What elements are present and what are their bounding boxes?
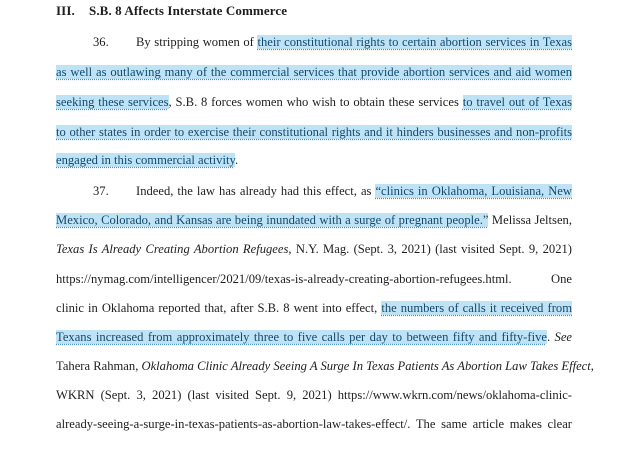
para-37-line-2: Mexico, Colorado, and Kansas are being inundated with a surge of pregnant people.” Melissa Jeltsen, xyxy=(56,213,572,227)
highlight: “clinics in Oklahoma, Louisiana, New xyxy=(375,184,572,198)
para-36-line-2 xyxy=(56,63,572,81)
citation-title: Texas Is Already Creating Abortion Refugees xyxy=(56,242,289,256)
para-37-line-8: WKRN (Sept. 3, 2021) (last visited Sept. 9, 2021) https://www.wkrn.com/news/oklahoma-clinic- xyxy=(56,388,572,402)
para-37-line-3: Texas Is Already Creating Abortion Refugees, N.Y. Mag. (Sept. 3, 2021) (last visited Sept. 9, 2021) xyxy=(56,242,572,256)
para-36-line-5: engaged in this commercial activity. xyxy=(56,153,239,167)
highlight: their constitutional rights to certain abortion services in Texas xyxy=(257,35,572,49)
highlight: seeking these services xyxy=(56,95,169,109)
citation-title: Oklahoma Clinic Already Seeing A Surge In Texas Patients As Abortion Law Takes Effect xyxy=(141,359,591,373)
para-36-line-3: seeking these services, S.B. 8 forces women who wish to obtain these services to travel out of Texas xyxy=(56,95,572,109)
para-36-line-4 xyxy=(56,123,572,141)
highlight: engaged in this commercial activity xyxy=(56,153,235,167)
section-heading xyxy=(56,3,287,19)
paragraph-number-36: 36. xyxy=(93,35,109,49)
highlight: Mexico, Colorado, and Kansas are being inundated with a surge of pregnant people.” xyxy=(56,213,489,227)
para-37-line-5: clinic in Oklahoma reported that, after S.B. 8 went into effect, the numbers of calls it received from xyxy=(56,301,572,315)
section-number: III. xyxy=(56,3,75,18)
para-36-line-1: 36. By stripping women of their constitutional rights to certain abortion services in Texas xyxy=(93,35,572,49)
highlight: to travel out of Texas xyxy=(462,95,572,109)
para-37-line-6: Texans increased from approximately three to five calls per day to between fifty and fifty-five. See xyxy=(56,330,572,344)
signal-see: See xyxy=(554,330,572,344)
paragraph-number-37: 37. xyxy=(93,184,109,198)
highlight: to other states in order to exercise their constitutional rights and it hinders businesses and non-profits xyxy=(56,125,572,139)
para-37-line-1: 37. Indeed, the law has already had this effect, as “clinics in Oklahoma, Louisiana, New xyxy=(93,184,572,198)
para-37-line-4 xyxy=(56,270,572,288)
section-title: S.B. 8 Affects Interstate Commerce xyxy=(89,3,288,18)
highlight: as well as outlawing many of the commercial services that provide abortion services and aid women xyxy=(56,65,572,79)
highlight: Texans increased from approximately three to five calls per day to between fifty and fifty-five xyxy=(56,330,547,344)
highlight: the numbers of calls it received from xyxy=(381,301,572,315)
para-37-line-9: already-seeing-a-surge-in-texas-patients-as-abortion-law-takes-effect/. The same article makes clear xyxy=(56,417,572,431)
para-37-line-7: Tahera Rahman, Oklahoma Clinic Already Seeing A Surge In Texas Patients As Abortion Law Takes Effect, xyxy=(56,359,594,373)
citation-url: https://nymag.com/intelligencer/2021/09/texas-is-already-creating-abortion-refugees.html. One xyxy=(56,272,572,286)
